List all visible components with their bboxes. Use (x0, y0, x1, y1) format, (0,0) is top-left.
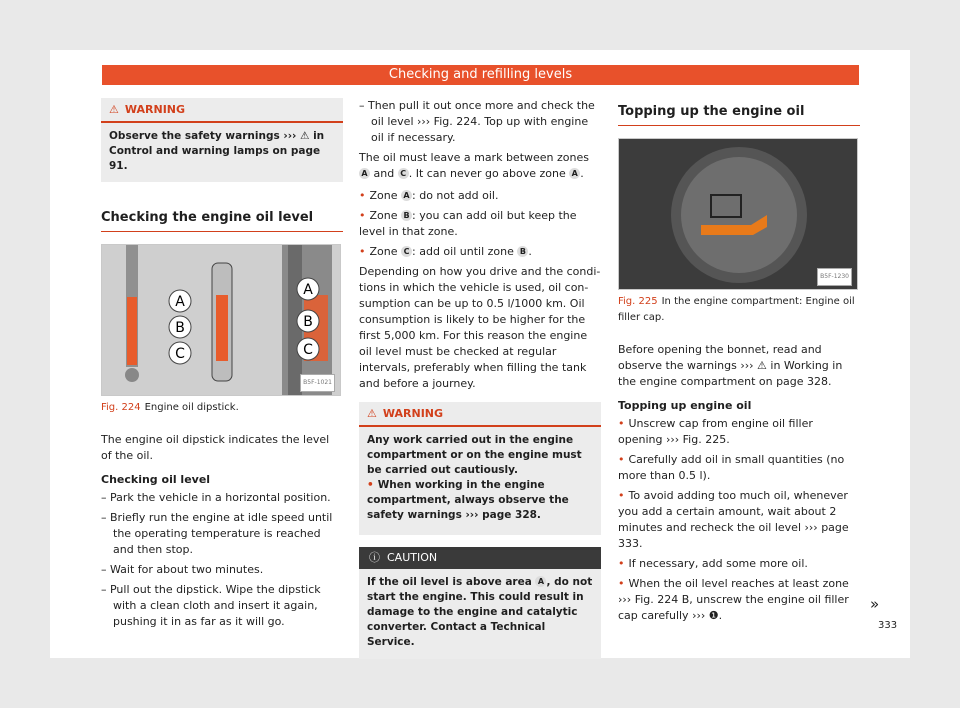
caution-text: If the oil level is above area A , do not start the engine. This could result in damage to the engine and catalytic converter. Contact a Technical Service. (367, 576, 593, 648)
consumption-text: Depending on how you drive and the conditions in which the vehicle is used, oil consumption can be up to 0.5 l/1000 km. Oil consumption is likely to be higher for the first 5,000 km. For this reason the engine oil level must be checked at regular intervals, preferably when filling the tank and before a journey. (359, 265, 601, 390)
intro-text: The engine oil dipstick indicates the level of the oil. (101, 433, 330, 462)
warning-icon: ⚠ (367, 406, 377, 420)
figure-caption: Fig. 225 In the engine compartment: Engine oil filler cap. (618, 296, 855, 323)
zone-b-item: • Zone B : you can add oil but keep the level in that zone. (359, 208, 601, 240)
label-a-right: A (303, 282, 313, 298)
label-b-right: B (303, 314, 313, 330)
section-title: Checking the engine oil level (101, 210, 343, 232)
manual-page (50, 50, 910, 658)
figure-code: B5F-1230 (817, 268, 852, 286)
section-title-2: Topping up the engine oil (618, 104, 860, 126)
warning-line-2: • When working in the engine compartment, always observe the safety warnings ››› page 328. (367, 478, 593, 523)
dipstick-figure (101, 244, 341, 396)
column-middle (359, 98, 601, 659)
step-1: – Park the vehicle in a horizontal position. (101, 491, 331, 504)
warning-line-1: Any work carried out in the engine compartment or on the engine must be carried out cautiously. (367, 434, 582, 476)
caution-icon: ⓘ (369, 551, 380, 564)
step-5: – Then pull it out once more and check the oil level ››› Fig. 224. Top up with engine oil if necessary. (359, 99, 595, 144)
list-item: • Unscrew cap from engine oil filler opening ››› Fig. 225. (618, 416, 860, 448)
warning-text: Observe the safety warnings ››› ⚠ in Control and warning lamps on page 91. (109, 130, 325, 172)
page-header: Checking and refilling levels (102, 65, 859, 85)
figure-code: B5F-1021 (300, 374, 335, 392)
step-4: – Pull out the dipstick. Wipe the dipstick with a clean cloth and insert it again, pushing it in as far as it will go. (101, 583, 321, 628)
page-number: 333 (878, 620, 898, 631)
figure-caption: Fig. 224 Engine oil dipstick. (101, 402, 239, 413)
label-c-right: C (303, 342, 313, 358)
continue-marker: » (870, 595, 880, 613)
warning-box (101, 98, 343, 182)
oil-cap-figure (618, 138, 858, 290)
column-right (618, 98, 860, 628)
step-2: – Briefly run the engine at idle speed until the operating temperature is reached and then stop. (101, 511, 333, 556)
zone-c-item: • Zone C : add oil until zone B . (359, 244, 601, 260)
list-item: • When the oil level reaches at least zone ››› Fig. 224 B, unscrew the engine oil filler cap carefully ››› ❶. (618, 576, 860, 624)
subheading: Topping up engine oil (618, 399, 752, 412)
caution-box: ⓘ CAUTION If the oil level is above area A , do not start the engine. This could result in damage to the engine and catalytic converter. Contact a Technical Service. (359, 547, 601, 659)
label-a: A (175, 294, 185, 310)
column-left (101, 98, 343, 634)
warning-icon: ⚠ (109, 102, 119, 116)
label-b: B (175, 320, 185, 336)
list-item: • Carefully add oil in small quantities (no more than 0.5 l). (618, 452, 860, 484)
step-3: – Wait for about two minutes. (101, 563, 264, 576)
intro-text: Before opening the bonnet, read and observe the warnings ››› ⚠ in Working in the engine compartment on page 328. (618, 343, 843, 388)
zones-text: The oil must leave a mark between zones A and C . It can never go above zone A . (359, 151, 589, 180)
warning-box-2: ⚠ WARNING Any work carried out in the engine compartment or on the engine must be carried out cautiously. • When working in the engine compartment, always observe the safety warnings ››› page 328. (359, 402, 601, 535)
zone-a-item: • Zone A : do not add oil. (359, 188, 601, 204)
list-item: • To avoid adding too much oil, whenever you add a certain amount, wait about 2 minutes and recheck the oil level ››› page 333. (618, 488, 860, 552)
subheading: Checking oil level (101, 473, 211, 486)
warning-label: WARNING (124, 102, 186, 116)
label-c: C (175, 346, 185, 362)
list-item: • If necessary, add some more oil. (618, 556, 860, 572)
